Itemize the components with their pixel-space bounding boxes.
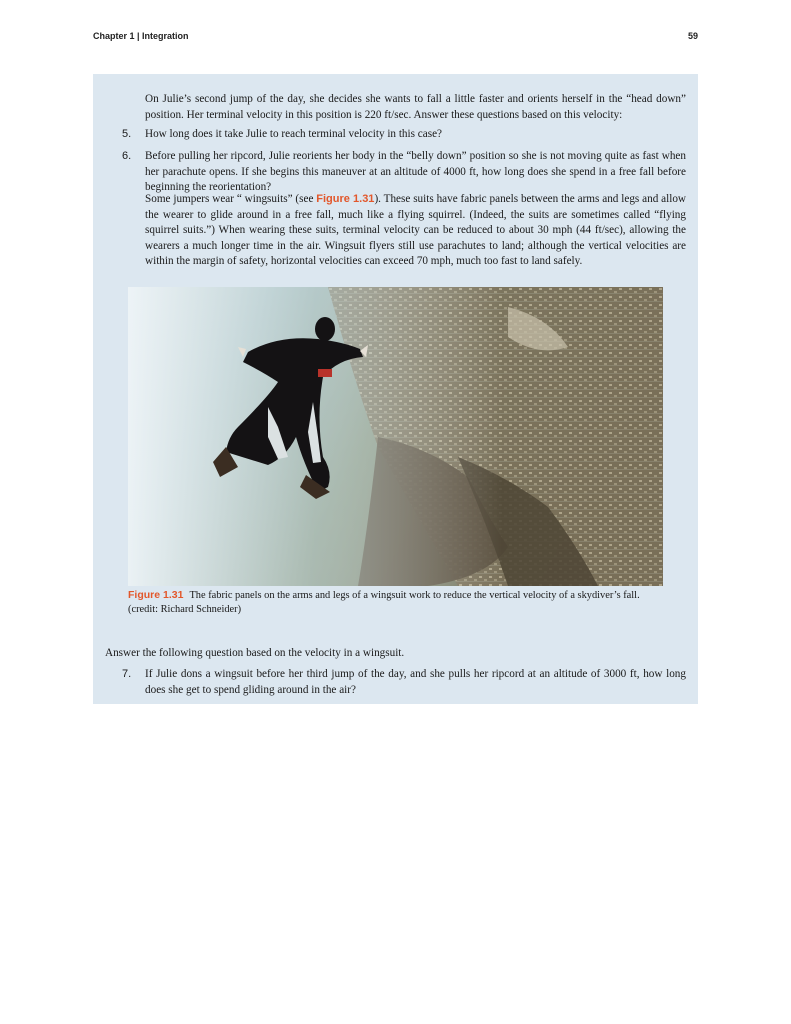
question-number: 5. bbox=[122, 128, 132, 140]
chapter-title: Chapter 1 | Integration bbox=[93, 31, 189, 41]
wingsuit-photo bbox=[128, 287, 663, 586]
question-7-text: If Julie dons a wingsuit before her third jump of the day, and she pulls her ripcord at an altitude of 3000 ft, how long does she get to spend gliding around in the air? bbox=[145, 668, 686, 696]
question-6-text: Before pulling her ripcord, Julie reorients her body in the “belly down” position so she is not moving quite as fast when her parachute opens. If she begins this maneuver at an altitude of 4000 ft, how long does she spend in a free fall before beginning the reorientation? bbox=[145, 150, 686, 194]
page-number: 59 bbox=[687, 31, 698, 41]
question-number: 6. bbox=[122, 150, 132, 162]
running-head bbox=[93, 31, 698, 45]
intro-paragraph: On Julie’s second jump of the day, she decides she wants to fall a little faster and orients herself in the “head down” position. Her terminal velocity in this position is 220 ft/sec. Answer these questions based on this velocity: bbox=[145, 93, 686, 121]
wingsuit-text-end: ). These suits have fabric panels between the arms and legs and allow the wearer to glide around in a free fall, much like a flying squirrel. (Indeed, the suits are sometimes called “flying squirrel suits.”) When wearing these suits, terminal velocity can be reduced to about 30 mph (44 ft/sec), allowing the wearers a much longer time in the air. Wingsuit flyers still use parachutes to land; although the vertical velocities are within the margin of safety, horizontal velocities can exceed 70 mph, much too fast to land safely. bbox=[145, 193, 687, 268]
caption-text: The fabric panels on the arms and legs of a wingsuit work to reduce the vertical velocity of a skydiver’s fall. (credit: Richard Schneider) bbox=[128, 590, 640, 615]
question-number: 7. bbox=[122, 668, 132, 680]
figure-label: Figure 1.31 bbox=[128, 589, 184, 601]
wingsuit-text-start: Some jumpers wear “ wingsuits” (see bbox=[145, 193, 317, 205]
answer-intro: Answer the following question based on the velocity in a wingsuit. bbox=[105, 647, 405, 659]
question-5-text: How long does it take Julie to reach terminal velocity in this case? bbox=[145, 128, 443, 140]
figure-link[interactable]: Figure 1.31 bbox=[316, 193, 375, 205]
wingsuit-paragraph bbox=[145, 192, 686, 270]
exercise-box bbox=[93, 74, 698, 704]
figure-caption bbox=[128, 588, 648, 617]
